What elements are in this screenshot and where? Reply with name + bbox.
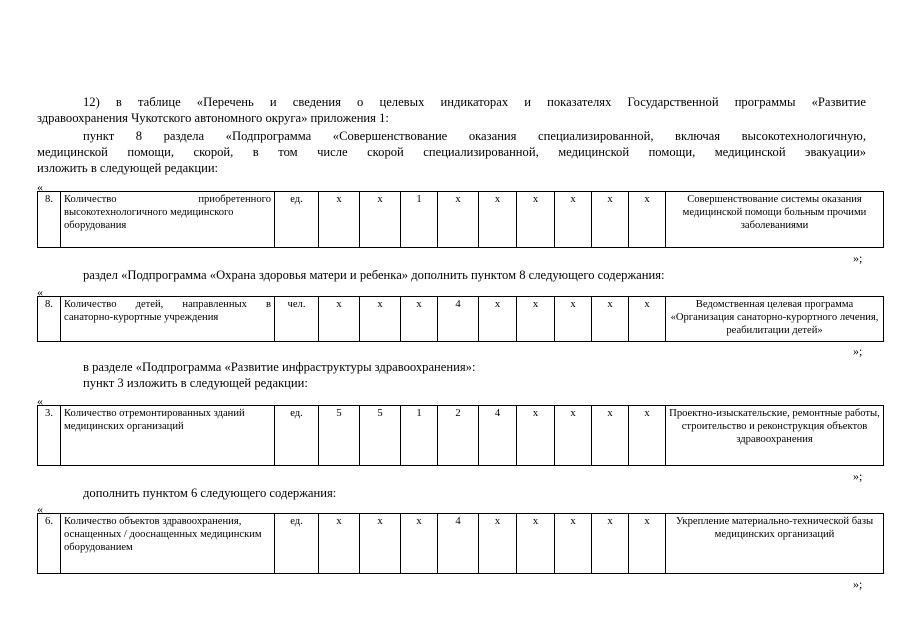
paragraph-item-12 [37, 94, 866, 126]
table-row [38, 406, 884, 466]
row-number: 3. [38, 406, 61, 466]
value-cell: х [592, 514, 629, 574]
row-number: 8. [38, 192, 61, 248]
value-cell: х [479, 297, 517, 342]
paragraph-section-mother-child [37, 267, 866, 283]
table-row [38, 514, 884, 574]
open-quote: « [37, 394, 43, 408]
value-cell: х [629, 514, 666, 574]
value-cell: 5 [360, 406, 401, 466]
program-cell: Совершенствование системы оказания медицинской помощи больным прочими заболеваниями [666, 192, 884, 248]
indicator-name: Количество объектов здравоохранения, оснащенных / дооснащенных медицинским оборудованием [61, 514, 275, 574]
close-quote: »; [853, 251, 863, 265]
program-cell: Проектно-изыскательские, ремонтные работы, строительство и реконструкция объектов здравоохранения [666, 406, 884, 466]
paragraph-line: раздел «Подпрограмма «Охрана здоровья матери и ребенка» дополнить пунктом 8 следующего содержания: [83, 268, 665, 282]
indicator-table-1 [37, 191, 884, 248]
value-cell: х [360, 297, 401, 342]
unit-cell: чел. [275, 297, 319, 342]
value-cell: х [517, 406, 555, 466]
indicator-name [61, 192, 275, 248]
value-cell: х [555, 406, 592, 466]
value-cell: х [555, 192, 592, 248]
paragraph-line: в разделе «Подпрограмма «Развитие инфраструктуры здравоохранения»: [83, 360, 476, 374]
close-quote: »; [853, 469, 863, 483]
value-cell: х [401, 514, 438, 574]
value-cell: 4 [438, 297, 479, 342]
value-cell: х [438, 192, 479, 248]
value-cell: х [555, 514, 592, 574]
indicator-name-line: Количество приобретенного [64, 194, 271, 205]
program-cell: Ведомственная целевая программа «Организация санаторно-курортного лечения, реабилитации детей» [666, 297, 884, 342]
paragraph-line: пункт 3 изложить в следующей редакции: [83, 376, 308, 390]
row-number: 6. [38, 514, 61, 574]
program-cell: Укрепление материально-технической базы медицинских организаций [666, 514, 884, 574]
value-cell: х [592, 192, 629, 248]
value-cell: 1 [401, 192, 438, 248]
value-cell: х [319, 192, 360, 248]
paragraph-point-8 [37, 128, 866, 176]
value-cell: х [401, 297, 438, 342]
paragraph-line: дополнить пунктом 6 следующего содержания: [83, 486, 337, 500]
value-cell: х [479, 192, 517, 248]
value-cell: х [592, 297, 629, 342]
close-quote: »; [853, 344, 863, 358]
paragraph-line: пункт 8 раздела «Подпрограмма «Совершенствование оказания специализированной, включая высокотехнологичную, [83, 129, 866, 143]
paragraph-line: изложить в следующей редакции: [37, 161, 219, 175]
value-cell: х [319, 514, 360, 574]
open-quote: « [37, 502, 43, 516]
indicator-name [61, 297, 275, 342]
value-cell: х [629, 192, 666, 248]
paragraph-line: 12) в таблице «Перечень и сведения о целевых индикаторах и показателях Государственной программы «Развитие [83, 95, 866, 109]
paragraph-line: медицинской помощи, скорой, в том числе скорой специализированной, медицинской помощи, медицинской эвакуации» [37, 145, 866, 159]
paragraph-line: здравоохранения Чукотского автономного округа» приложения 1: [37, 111, 389, 125]
value-cell: 4 [438, 514, 479, 574]
indicator-table-4 [37, 513, 884, 574]
value-cell: х [517, 514, 555, 574]
unit-cell: ед. [275, 192, 319, 248]
value-cell: 4 [479, 406, 517, 466]
value-cell: 1 [401, 406, 438, 466]
indicator-table-3 [37, 405, 884, 466]
indicator-name: Количество отремонтированных зданий медицинских организаций [61, 406, 275, 466]
value-cell: 5 [319, 406, 360, 466]
open-quote: « [37, 180, 43, 194]
table-row [38, 297, 884, 342]
indicator-table-2 [37, 296, 884, 342]
value-cell: х [360, 192, 401, 248]
indicator-name-line: Количество детей, направленных в [64, 299, 271, 310]
open-quote: « [37, 285, 43, 299]
table-row [38, 192, 884, 248]
indicator-name-rest: высокотехнологичного медицинского оборудования [64, 207, 234, 231]
unit-cell: ед. [275, 406, 319, 466]
value-cell: х [517, 297, 555, 342]
value-cell: х [517, 192, 555, 248]
row-number: 8. [38, 297, 61, 342]
paragraph-section-infrastructure [37, 359, 866, 391]
value-cell: х [629, 406, 666, 466]
close-quote: »; [853, 577, 863, 591]
unit-cell: ед. [275, 514, 319, 574]
indicator-name-rest: санаторно-курортные учреждения [64, 312, 219, 323]
value-cell: х [629, 297, 666, 342]
value-cell: х [555, 297, 592, 342]
value-cell: х [592, 406, 629, 466]
value-cell: 2 [438, 406, 479, 466]
value-cell: х [360, 514, 401, 574]
value-cell: х [479, 514, 517, 574]
paragraph-add-point-6 [37, 485, 866, 501]
value-cell: х [319, 297, 360, 342]
